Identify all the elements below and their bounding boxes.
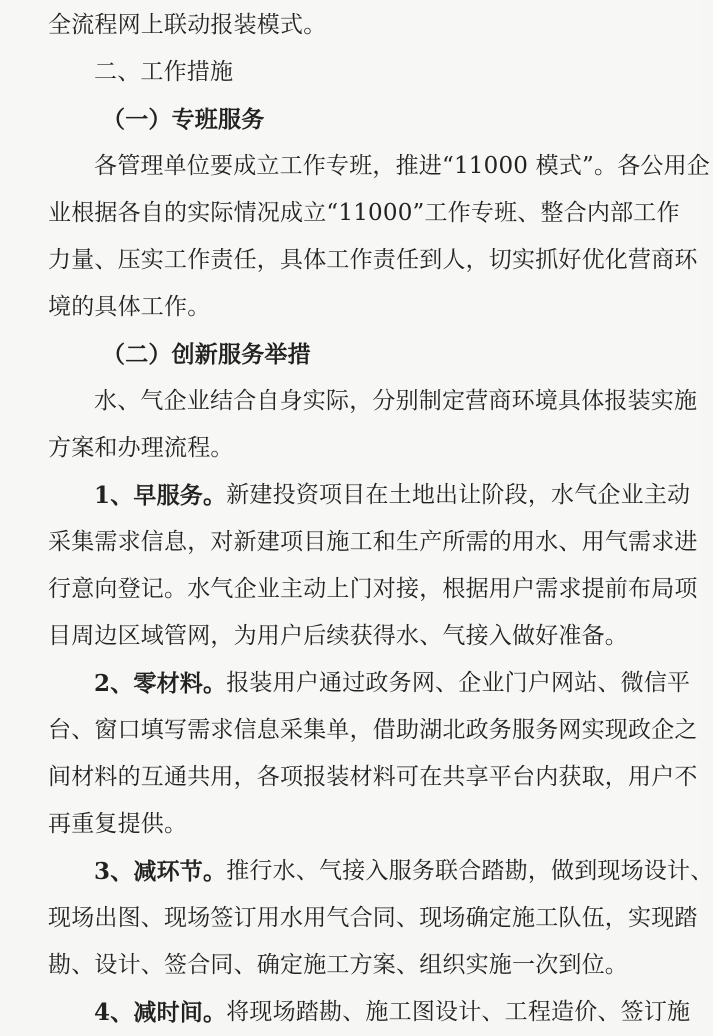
paragraph-line: 各管理单位要成立工作专班，推进“11000 模式”。各公用企 xyxy=(94,153,710,179)
paragraph-line: 力量、压实工作责任，具体工作责任到人，切实抓好优化营商环 xyxy=(48,247,698,273)
text-line xyxy=(48,190,680,237)
item-text: 新建投资项目在土地出让阶段，水气企业主动 xyxy=(226,482,691,508)
paragraph-line: 间材料的互通共用，各项报装材料可在共享平台内获取，用户不 xyxy=(48,764,698,790)
text-line xyxy=(48,143,710,190)
subsection-title: （一）专班服务 xyxy=(102,106,265,133)
paragraph-tail: 全流程网上联动报装模式。 xyxy=(48,12,327,38)
text-line xyxy=(48,942,668,989)
document-body xyxy=(48,2,713,1036)
text-line xyxy=(48,895,698,942)
paragraph-line: 目周边区域管网，为用户后续获得水、气接入做好准备。 xyxy=(48,623,628,649)
item-label: 4、减时间。 xyxy=(94,999,227,1026)
item-text: 推行水、气接入服务联合踏勘，做到现场设计、 xyxy=(226,858,713,884)
text-line xyxy=(48,2,668,49)
item-text: 将现场踏勘、施工图设计、工程造价、签订施 xyxy=(226,999,691,1025)
paragraph-line: 勘、设计、签合同、确定施工方案、组织实施一次到位。 xyxy=(48,952,628,978)
paragraph-line: 再重复提供。 xyxy=(48,811,188,837)
item-label: 3、减环节。 xyxy=(94,858,227,885)
subsection-heading xyxy=(48,96,668,143)
text-line xyxy=(48,284,668,331)
text-line xyxy=(48,989,691,1036)
paragraph-line: 行意向登记。水气企业主动上门对接，根据用户需求提前布局项 xyxy=(48,576,698,602)
item-label: 1、早服务。 xyxy=(94,482,227,509)
text-line xyxy=(48,660,691,707)
subsection-title: （二）创新服务举措 xyxy=(102,341,311,368)
text-line xyxy=(48,519,698,566)
item-label: 2、零材料。 xyxy=(94,670,227,697)
text-line xyxy=(48,707,698,754)
text-line xyxy=(48,566,698,613)
paragraph-line: 水、气企业结合自身实际，分别制定营商环境具体报装实施 xyxy=(94,388,698,414)
text-line xyxy=(48,378,698,425)
paragraph-line: 台、窗口填写需求信息采集单，借助湖北政务服务网实现政企之 xyxy=(48,717,698,743)
paragraph-line: 业根据各自的实际情况成立“11000”工作专班、整合内部工作 xyxy=(48,200,680,226)
text-line xyxy=(48,613,668,660)
paragraph-line: 现场出图、现场签订用水用气合同、现场确定施工队伍，实现踏 xyxy=(48,905,698,931)
paragraph-line: 方案和办理流程。 xyxy=(48,435,234,461)
text-line xyxy=(48,801,668,848)
paragraph-line: 境的具体工作。 xyxy=(48,294,211,320)
paragraph-line: 采集需求信息，对新建项目施工和生产所需的用水、用气需求进 xyxy=(48,529,698,555)
text-line xyxy=(48,237,698,284)
text-line xyxy=(48,754,698,801)
section-title: 二、工作措施 xyxy=(94,59,234,85)
item-text: 报装用户通过政务网、企业门户网站、微信平 xyxy=(226,670,691,696)
text-line xyxy=(48,848,713,895)
text-line xyxy=(48,425,668,472)
subsection-heading xyxy=(48,331,668,378)
text-line xyxy=(48,472,691,519)
section-heading xyxy=(48,49,668,96)
